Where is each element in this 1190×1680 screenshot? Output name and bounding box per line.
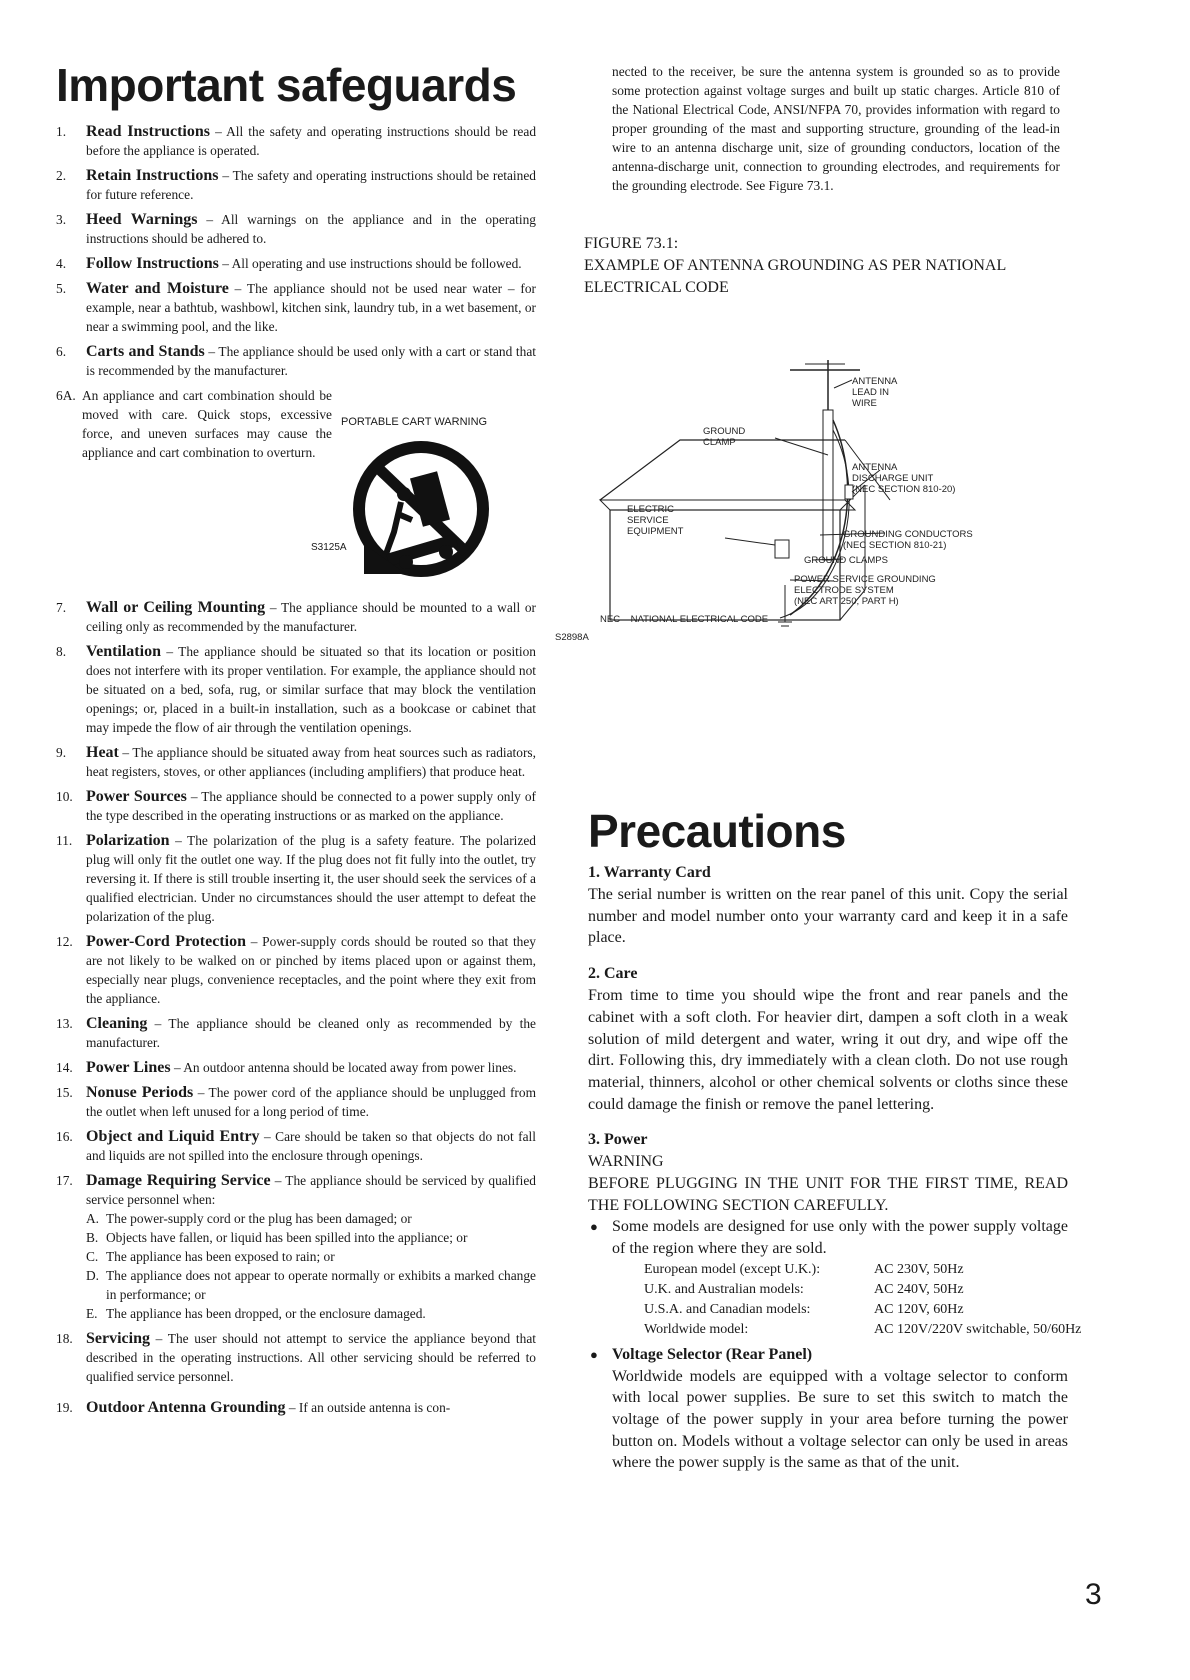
item-text: – All warnings on the appliance and in the operating instructions should be adhered to. [86,212,536,246]
voltage-value: AC 120V/220V switchable, 50/60Hz [874,1321,1082,1337]
safeguard-item [56,1014,536,1052]
item-text: – All the safety and operating instructions should be read before the appliance is operated. [86,124,537,158]
item-17 [56,1171,536,1323]
bullet-text: Worldwide models are equipped with a voltage selector to conform with local power supplies. Be sure to set this switch to match the voltage of the power supply in your area before turning the power button on. Models without a voltage selector can only be used in areas where the power supply is the same as that of the unit. [612,1367,1068,1472]
label-antenna: ANTENNA [852,376,898,387]
label-discharge-antenna: ANTENNA [852,462,898,473]
label-discharge-unit: DISCHARGE UNIT [852,473,934,484]
item-title: Power Sources [86,788,187,805]
item-number: 12. [56,934,73,949]
warranty-heading: 1. Warranty Card [588,864,711,881]
item-number: 19. [56,1400,73,1415]
sub-text: The appliance has been exposed to rain; or [106,1249,335,1264]
voltage-model: U.S.A. and Canadian models: [644,1301,811,1317]
sub-item [86,1228,536,1247]
item-text: – The power cord of the appliance should be unplugged from the outlet when left unused for a long period of time. [86,1085,536,1119]
warning-text: BEFORE PLUGGING IN THE UNIT FOR THE FIRST TIME, READ THE FOLLOWING SECTION CAREFULLY. [588,1175,1068,1214]
item-text: – Care should be taken so that objects do not fall and liquids are not spilled into the enclosure through openings. [86,1129,536,1163]
item-18 [56,1329,536,1386]
item-number: 4. [56,256,67,271]
item-number: 10. [56,789,73,804]
care-text: From time to time you should wipe the front and rear panels and the cabinet with a soft cloth. For heavier dirt, dampen a soft cloth in a weak solution of mild detergent and water, wring it out dry, and wipe off the dirt. Following this, dry immediately with a clean cloth. Do not use rough material, thinners, alcohol or other chemical solvents or cloths since these could damage the finish or remove the panel lettering. [588,987,1068,1113]
item-number: 8. [56,644,67,659]
figure-code: S2898A [555,632,589,643]
safeguard-item [56,1083,536,1121]
sub-text: The appliance does not appear to operate normally or exhibits a marked change in performance; or [106,1268,536,1302]
safeguard-item [56,122,536,160]
safeguard-item [56,831,536,926]
item-text: – The appliance should be connected to a power supply only of the type described in the operating instructions or as marked on the appliance. [86,789,536,823]
item-text: – The appliance should be used only with a cart or stand that is recommended by the manufacturer. [86,344,536,378]
safeguard-item [56,787,536,825]
item-title: Wall or Ceiling Mounting [86,599,266,616]
bullet-voltage [588,1216,1068,1259]
item-text: – An outdoor antenna should be located away from power lines. [173,1060,517,1075]
item-number: 6. [56,344,67,359]
label-power-service: POWER SERVICE GROUNDING [794,574,936,585]
item-text: – The polarization of the plug is a safety feature. The polarized plug will only fit the outlet one way. If the plug does not fit fully into the outlet, try reversing it. If there is still trouble inserting it, the user should seek the services of a qualified electrician. Under no circumstances should the user attempt to defeat the polarization of the plug. [86,833,536,924]
item-title: Heat [86,744,119,761]
item-text: – The appliance should be cleaned only as recommended by the manufacturer. [86,1016,536,1050]
item-number: 3. [56,212,67,227]
cart-figure-code: S3125A [311,542,347,553]
item-title: Outdoor Antenna Grounding [86,1399,286,1416]
item-title: Water and Moisture [86,280,229,297]
voltage-model: Worldwide model: [644,1321,749,1337]
antenna-grounding-diagram [555,360,1070,690]
label-wire: WIRE [852,398,877,409]
item-title: Follow Instructions [86,255,219,272]
care-heading: 2. Care [588,965,638,983]
power-heading: 3. Power [588,1131,648,1149]
label-lead-in: LEAD IN [852,387,889,398]
bullet-text: Some models are designed for use only with the power supply voltage of the region where they are sold. [612,1218,1068,1258]
label-nec-legend: NEC – NATIONAL ELECTRICAL CODE [600,614,769,625]
item-number: 2. [56,168,67,183]
safeguard-item [56,598,536,636]
sub-letter: C. [86,1249,99,1264]
item-number: 9. [56,745,67,760]
item-title: Damage Requiring Service [86,1172,271,1189]
item-text: – The appliance should be serviced by qualified service personnel when: [86,1173,536,1207]
item-text: – Power-supply cords should be routed so that they are not likely to be walked on or pinched by items placed upon or against them, especially near plugs, convenience receptacles, and the point where they exit from the appliance. [86,934,536,1006]
bullet-voltage-selector [588,1344,1068,1474]
sub-item [86,1304,536,1323]
item-number: 15. [56,1085,73,1100]
item-text: An appliance and cart combination should be moved with care. Quick stops, excessive force, and uneven surfaces may cause the appliance and cart combination to overturn. [82,388,332,460]
item-title: Object and Liquid Entry [86,1128,260,1145]
safeguard-item [56,210,536,248]
cart-warning-caption: PORTABLE CART WARNING [341,416,488,428]
item-number: 14. [56,1060,73,1075]
item-text: – The user should not attempt to service the appliance beyond that described in the operating instructions. All other servicing should be referred to qualified service personnel. [86,1331,536,1384]
cart-tip-over-icon [346,434,496,584]
voltage-value: AC 120V, 60Hz [874,1301,964,1317]
item-text: – The appliance should be situated away from heat sources such as radiators, heat registers, stoves, or other appliances (including amplifiers) that produce heat. [86,745,536,779]
item-title: Polarization [86,832,170,849]
item-title: Servicing [86,1330,150,1347]
page-title-precautions: Precautions [588,805,846,857]
sub-text: Objects have fallen, or liquid has been spilled into the appliance; or [106,1230,468,1245]
item-text: – All operating and use instructions should be followed. [222,256,522,271]
sub-letter: B. [86,1230,99,1245]
sub-item [86,1209,536,1228]
item-title: Cleaning [86,1015,148,1032]
sub-item [86,1266,536,1304]
item-title: Heed Warnings [86,211,198,228]
item-title: Nonuse Periods [86,1084,194,1101]
bullet-title: ● Voltage Selector (Rear Panel) [612,1345,813,1363]
item-text: – The safety and operating instructions should be retained for future reference. [86,168,536,202]
label-equipment: EQUIPMENT [627,526,684,537]
warranty-text: The serial number is written on the rear panel of this unit. Copy the serial number and model number onto your warranty card and keep it in a safe place. [588,886,1068,947]
figure-title-line1: EXAMPLE OF ANTENNA GROUNDING AS PER NATIONAL [584,257,1007,274]
sub-text: The power-supply cord or the plug has been damaged; or [106,1211,412,1226]
label-service: SERVICE [627,515,669,526]
safeguard-item [56,743,536,781]
label-ground: GROUND [703,426,746,437]
figure-caption [584,233,1006,299]
item-text: – If an outside antenna is con- [288,1400,451,1415]
item-title: Power-Cord Protection [86,933,246,950]
item-19 [56,1398,536,1417]
sub-letter: D. [86,1268,100,1283]
item-title: Carts and Stands [86,343,205,360]
item-number: 1. [56,124,67,139]
item-text: – The appliance should be situated so that its location or position does not interfere with its proper ventilation. For example, the appliance should not be situated on a bed, sofa, rug, or similar surface that may block the ventilation openings; or, placed in a built-in installation, such as a bookcase or cabinet that may impede the flow of air through the ventilation openings. [86,644,536,735]
figure-title-line2: ELECTRICAL CODE [584,279,729,296]
label-electrode-system: ELECTRODE SYSTEM [794,585,894,596]
safeguards-list [56,122,536,1423]
warning-label: WARNING [588,1153,664,1171]
item-number: 7. [56,600,67,615]
label-electric: ELECTRIC [627,504,674,515]
voltage-model: U.K. and Australian models: [644,1281,804,1297]
sub-text: The appliance has been dropped, or the enclosure damaged. [106,1306,426,1321]
voltage-model: European model (except U.K.): [644,1261,821,1277]
voltage-value: AC 240V, 50Hz [874,1281,964,1297]
safeguard-item [56,166,536,204]
item-6a [56,386,536,594]
safeguard-item [56,279,536,336]
item-title: Ventilation [86,643,161,660]
sub-letter: E. [86,1306,98,1321]
page-title-safeguards: Important safeguards [56,59,517,111]
item-number: 18. [56,1331,73,1346]
item-19-continued: nected to the receiver, be sure the antenna system is grounded so as to provide some protection against voltage surges and built up static charges. Article 810 of the National Electrical Code, ANSI/NFPA 70, provides information with regard to proper grounding of the mast and supporting structure, grounding of the lead-in wire to an antenna discharge unit, size of grounding conductors, location of the antenna-discharge unit, connection to grounding electrodes, and requirements for the grounding electrode. See Figure 73.1. [612,64,1060,193]
sub-item [86,1247,536,1266]
label-grounding-conductors: GROUNDING CONDUCTORS [843,529,973,540]
safeguard-item [56,1058,536,1077]
voltage-table [644,1260,1082,1340]
safeguard-item [56,254,536,273]
item-title: Power Lines [86,1059,171,1076]
safeguard-item [56,1127,536,1165]
item-text: – The appliance should not be used near water – for example, near a bathtub, washbowl, kitchen sink, laundry tub, in a wet basement, or near a swimming pool, and the like. [86,281,536,334]
item-number: 5. [56,281,67,296]
label-clamp: CLAMP [703,437,736,448]
item-number: 13. [56,1016,73,1031]
precautions-section [588,862,1082,1474]
safeguard-item [56,342,536,380]
item-number: 11. [56,833,73,848]
sub-letter: A. [86,1211,100,1226]
item-title: Retain Instructions [86,167,219,184]
figure-number: FIGURE 73.1: [584,235,679,252]
label-grounding-nec: (NEC SECTION 810-21) [843,540,947,551]
item-text: – The appliance should be mounted to a wall or ceiling only as recommended by the manufacturer. [86,600,537,634]
label-nec-art: (NEC ART 250, PART H) [794,596,899,607]
voltage-value: AC 230V, 50Hz [874,1261,964,1277]
item-number: 16. [56,1129,73,1144]
safeguard-item [56,932,536,1008]
item-title: Read Instructions [86,123,210,140]
label-discharge-nec: (NEC SECTION 810-20) [852,484,956,495]
item-number: 6A. [56,388,76,403]
item-number: 17. [56,1173,73,1188]
page-number: 3 [1085,1578,1102,1611]
label-ground-clamps: GROUND CLAMPS [804,555,888,566]
safeguard-item [56,642,536,737]
